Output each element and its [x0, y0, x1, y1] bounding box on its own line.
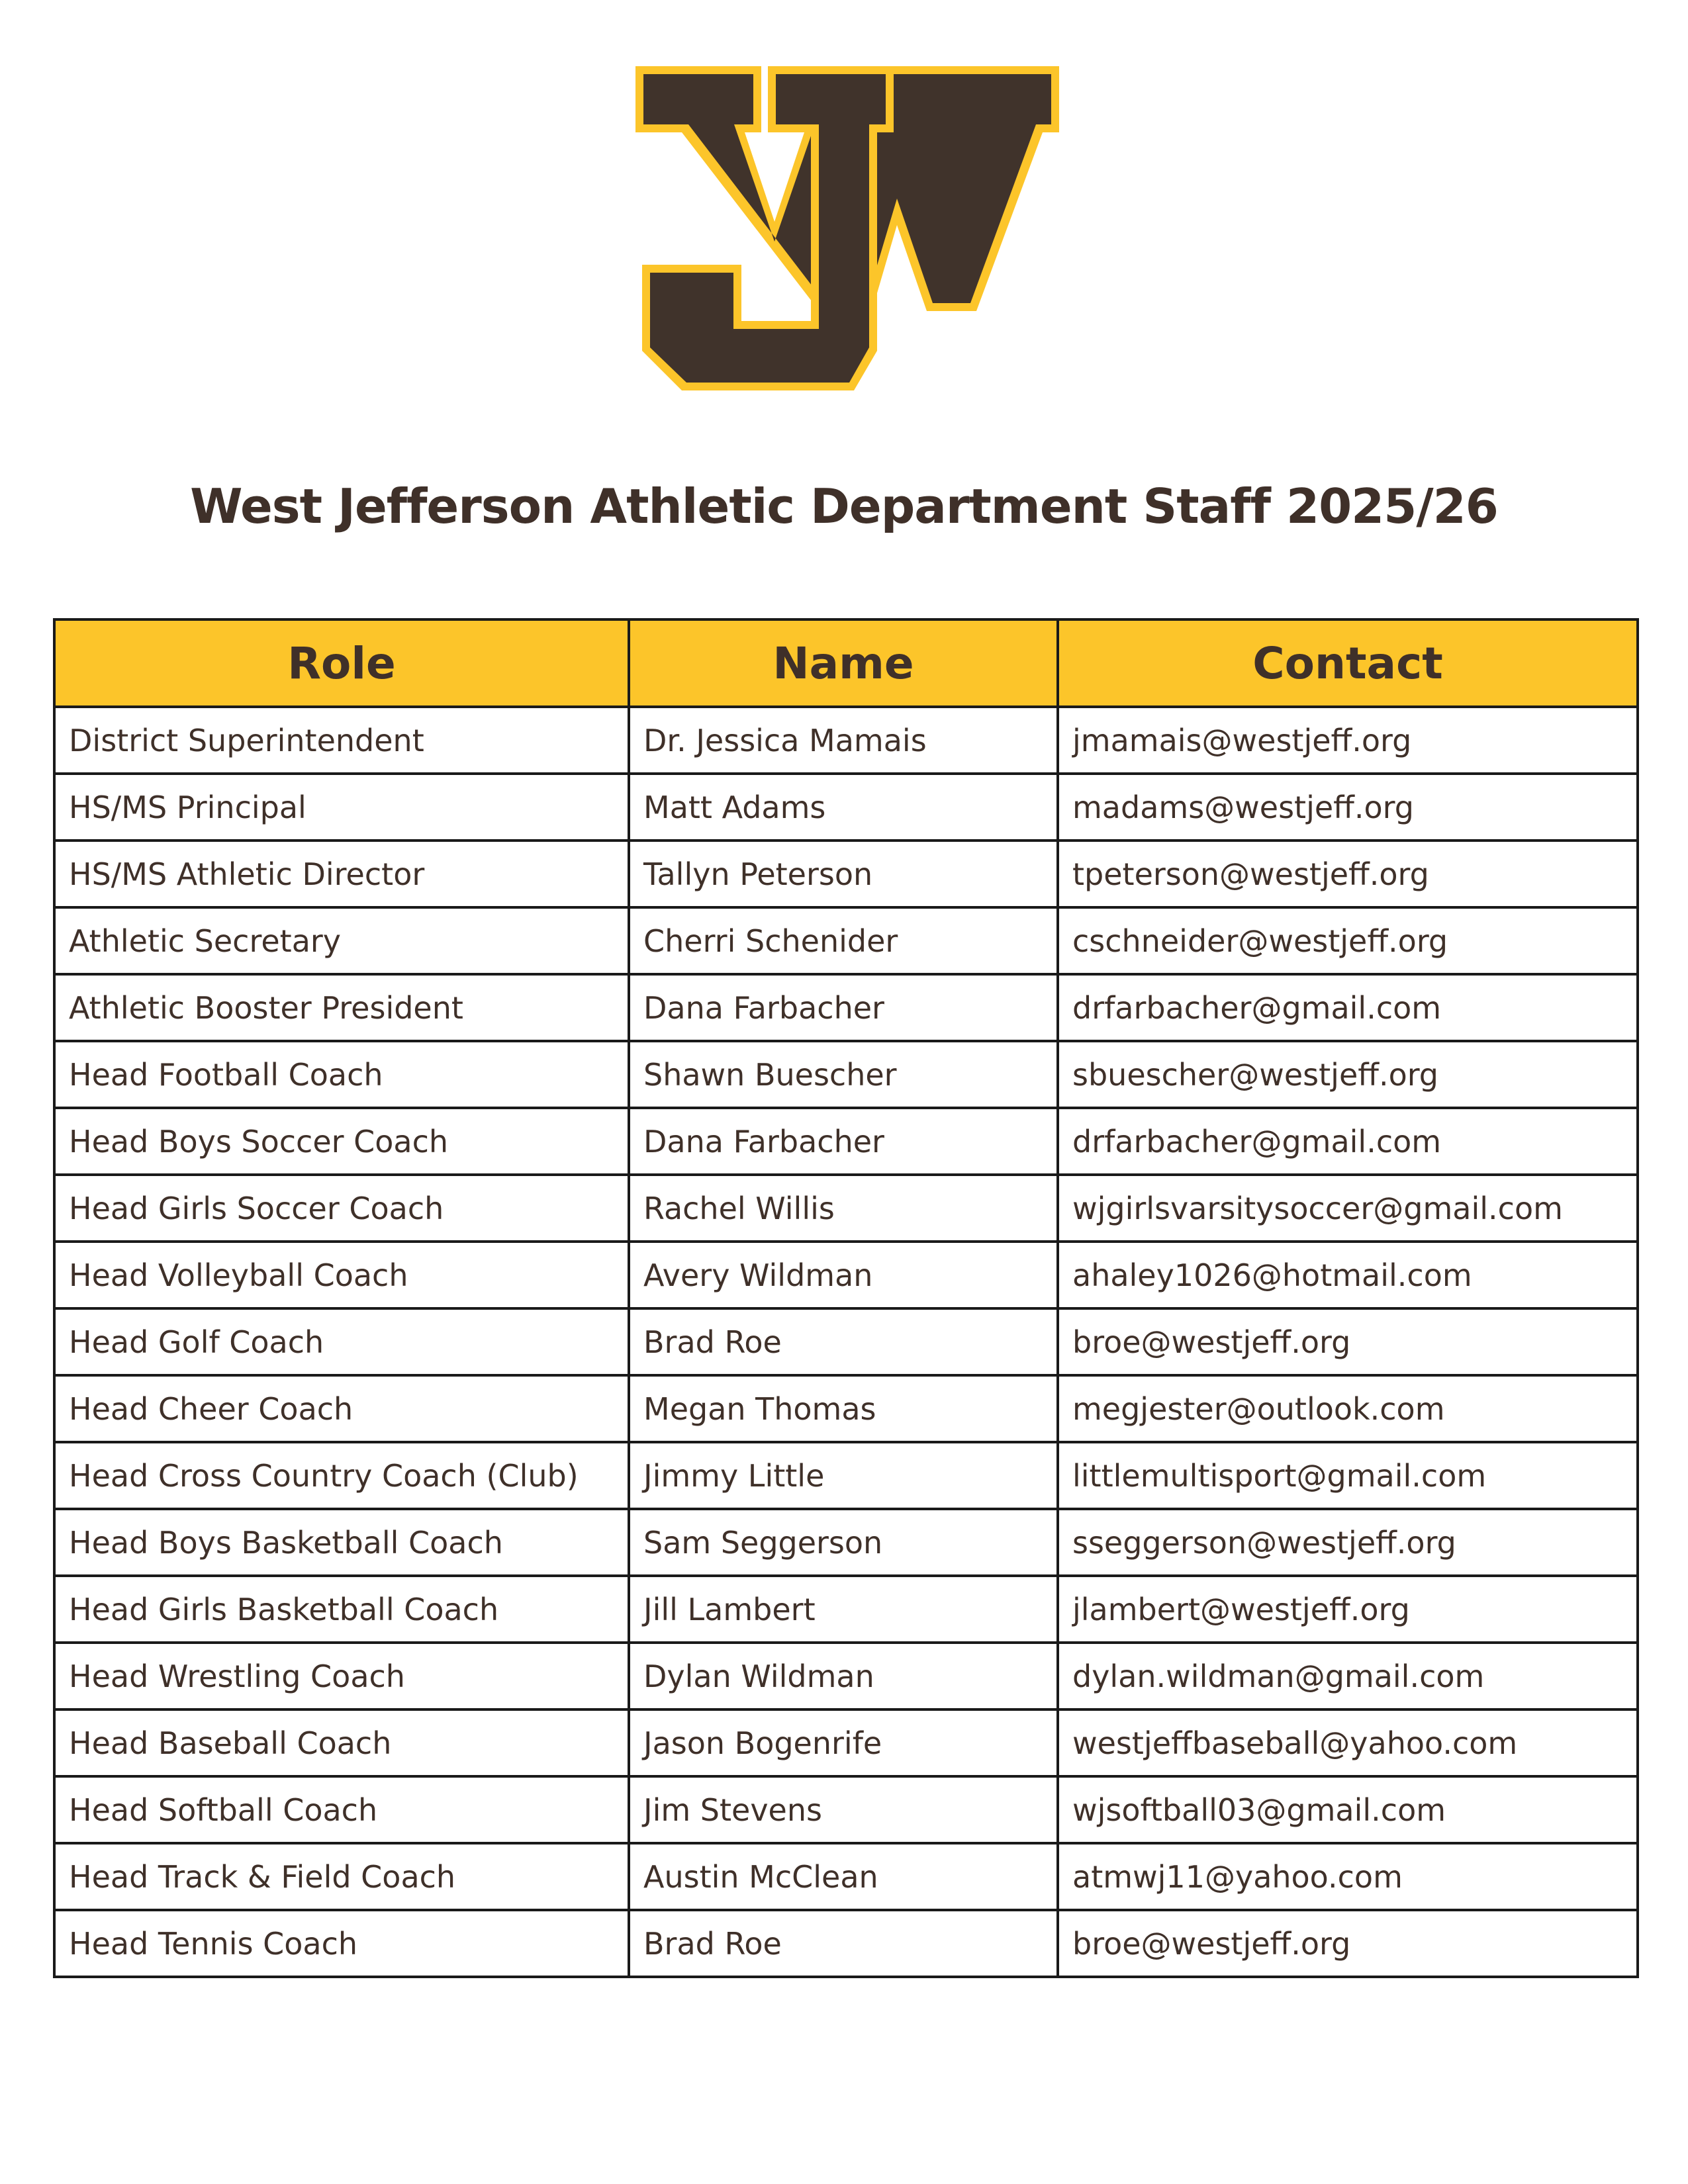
cell-contact: ahaley1026@hotmail.com [1058, 1242, 1638, 1308]
staff-table [53, 618, 1639, 1978]
cell-role: Head Cross Country Coach (Club) [54, 1442, 629, 1509]
cell-contact: wjgirlsvarsitysoccer@gmail.com [1058, 1175, 1638, 1242]
cell-name: Dana Farbacher [629, 974, 1058, 1041]
cell-name: Austin McClean [629, 1843, 1058, 1910]
table-row [54, 1843, 1638, 1910]
cell-name: Brad Roe [629, 1308, 1058, 1375]
cell-role: Head Golf Coach [54, 1308, 629, 1375]
cell-role: Head Boys Basketball Coach [54, 1509, 629, 1576]
cell-contact: westjeffbaseball@yahoo.com [1058, 1709, 1638, 1776]
cell-name: Rachel Willis [629, 1175, 1058, 1242]
cell-role: Athletic Booster President [54, 974, 629, 1041]
table-row [54, 1308, 1638, 1375]
cell-name: Sam Seggerson [629, 1509, 1058, 1576]
table-header-row [54, 619, 1638, 707]
cell-contact: atmwj11@yahoo.com [1058, 1843, 1638, 1910]
cell-name: Cherri Schenider [629, 907, 1058, 974]
table-row [54, 1509, 1638, 1576]
cell-contact: drfarbacher@gmail.com [1058, 974, 1638, 1041]
cell-role: Head Football Coach [54, 1041, 629, 1108]
cell-contact: sbuescher@westjeff.org [1058, 1041, 1638, 1108]
table-row [54, 907, 1638, 974]
cell-name: Jim Stevens [629, 1776, 1058, 1843]
cell-role: Head Boys Soccer Coach [54, 1108, 629, 1175]
column-header-contact: Contact [1058, 619, 1638, 707]
cell-name: Shawn Buescher [629, 1041, 1058, 1108]
cell-role: Head Wrestling Coach [54, 1643, 629, 1709]
cell-name: Matt Adams [629, 774, 1058, 841]
table-row [54, 974, 1638, 1041]
cell-contact: jlambert@westjeff.org [1058, 1576, 1638, 1643]
table-row [54, 1776, 1638, 1843]
table-row [54, 1375, 1638, 1442]
cell-name: Megan Thomas [629, 1375, 1058, 1442]
cell-contact: broe@westjeff.org [1058, 1910, 1638, 1977]
cell-name: Jason Bogenrife [629, 1709, 1058, 1776]
cell-contact: wjsoftball03@gmail.com [1058, 1776, 1638, 1843]
cell-contact: sseggerson@westjeff.org [1058, 1509, 1638, 1576]
table-row [54, 707, 1638, 774]
cell-role: HS/MS Principal [54, 774, 629, 841]
column-header-name: Name [629, 619, 1058, 707]
cell-name: Brad Roe [629, 1910, 1058, 1977]
cell-role: Head Track & Field Coach [54, 1843, 629, 1910]
cell-contact: dylan.wildman@gmail.com [1058, 1643, 1638, 1709]
table-row [54, 841, 1638, 907]
cell-name: Dylan Wildman [629, 1643, 1058, 1709]
cell-contact: drfarbacher@gmail.com [1058, 1108, 1638, 1175]
cell-name: Tallyn Peterson [629, 841, 1058, 907]
column-header-role: Role [54, 619, 629, 707]
table-row [54, 1576, 1638, 1643]
table-row [54, 774, 1638, 841]
cell-name: Jill Lambert [629, 1576, 1058, 1643]
cell-name: Dr. Jessica Mamais [629, 707, 1058, 774]
cell-name: Dana Farbacher [629, 1108, 1058, 1175]
table-row [54, 1442, 1638, 1509]
cell-contact: cschneider@westjeff.org [1058, 907, 1638, 974]
table-row [54, 1108, 1638, 1175]
cell-role: Athletic Secretary [54, 907, 629, 974]
cell-contact: madams@westjeff.org [1058, 774, 1638, 841]
page-title: West Jefferson Athletic Department Staff 2025/26 [190, 478, 1498, 534]
table-row [54, 1910, 1638, 1977]
cell-contact: broe@westjeff.org [1058, 1308, 1638, 1375]
cell-contact: tpeterson@westjeff.org [1058, 841, 1638, 907]
cell-name: Avery Wildman [629, 1242, 1058, 1308]
table-body [54, 707, 1638, 1977]
cell-role: Head Girls Basketball Coach [54, 1576, 629, 1643]
cell-role: Head Baseball Coach [54, 1709, 629, 1776]
cell-contact: littlemultisport@gmail.com [1058, 1442, 1638, 1509]
cell-role: Head Softball Coach [54, 1776, 629, 1843]
table-row [54, 1709, 1638, 1776]
cell-role: Head Tennis Coach [54, 1910, 629, 1977]
cell-role: Head Girls Soccer Coach [54, 1175, 629, 1242]
cell-role: HS/MS Athletic Director [54, 841, 629, 907]
cell-role: Head Volleyball Coach [54, 1242, 629, 1308]
table-row [54, 1242, 1638, 1308]
cell-contact: jmamais@westjeff.org [1058, 707, 1638, 774]
table-row [54, 1175, 1638, 1242]
cell-role: District Superintendent [54, 707, 629, 774]
wj-logo [635, 60, 1059, 404]
table-row [54, 1643, 1638, 1709]
cell-contact: megjester@outlook.com [1058, 1375, 1638, 1442]
cell-role: Head Cheer Coach [54, 1375, 629, 1442]
cell-name: Jimmy Little [629, 1442, 1058, 1509]
table-row [54, 1041, 1638, 1108]
